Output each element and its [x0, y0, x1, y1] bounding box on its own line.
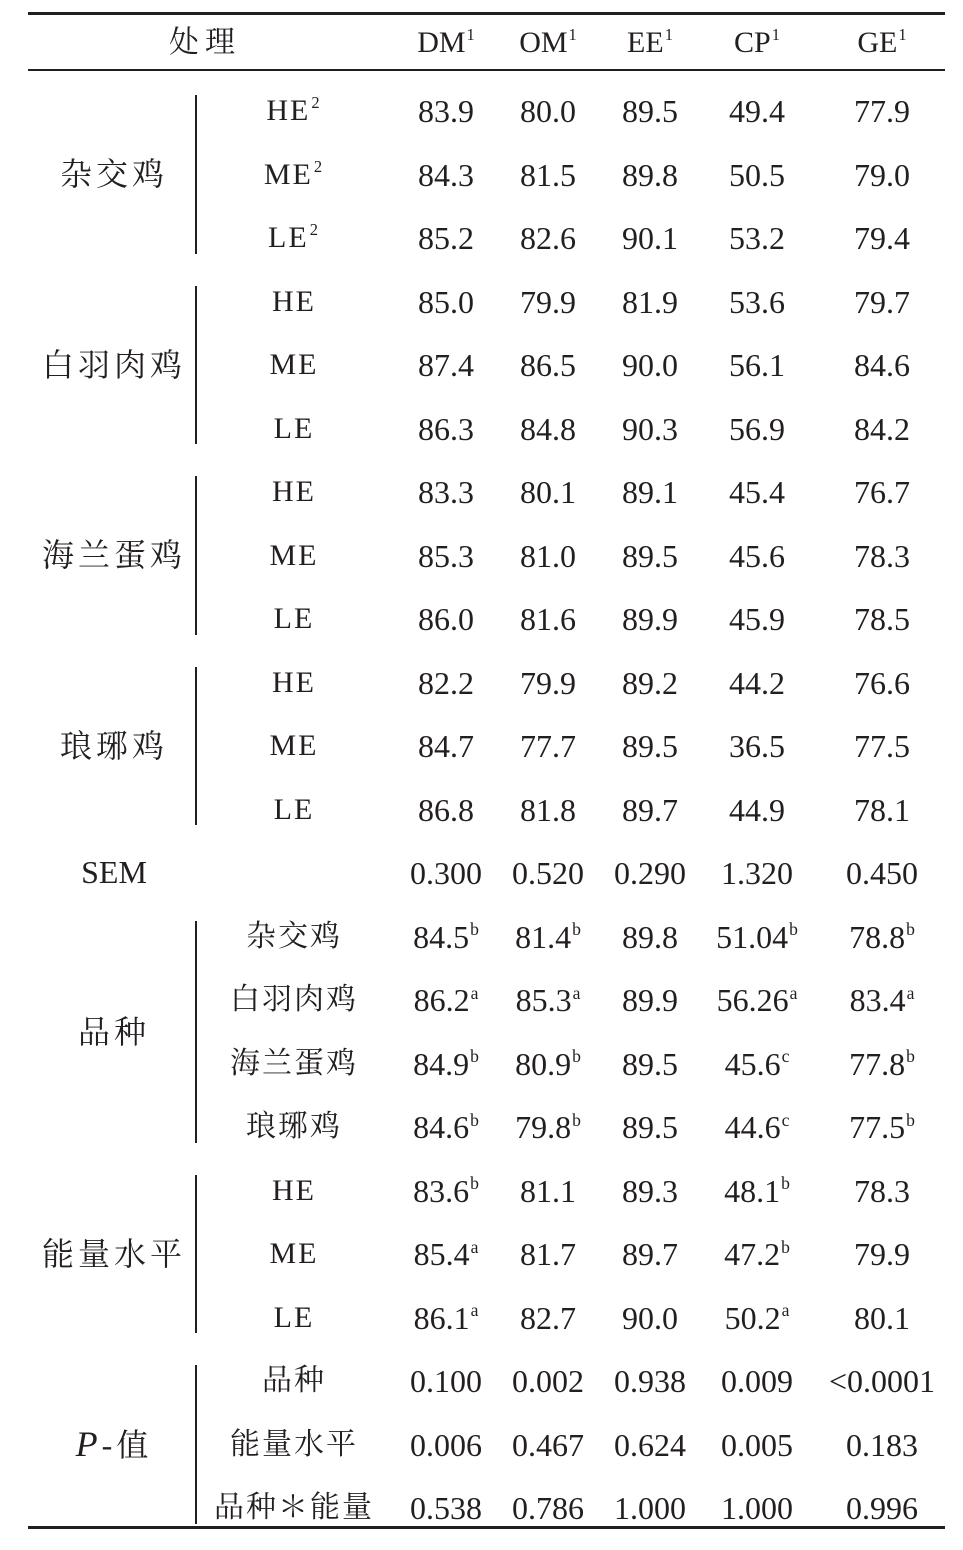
table-cell: 84.2 [854, 410, 910, 447]
table-cell: 89.8 [622, 156, 678, 193]
group-divider [195, 921, 197, 1143]
table-cell: 86.0 [418, 601, 474, 637]
sem-cell: 0.520 [512, 855, 584, 891]
table-cell: 84.8 [520, 410, 576, 447]
p-value-cell: 1.000 [614, 1490, 686, 1526]
table-cell: 79.4 [854, 220, 910, 256]
table-cell: 83.6$^b$ [413, 1172, 479, 1209]
table-cell: 87.4 [418, 347, 474, 383]
p-value-cell: 0.183 [846, 1426, 918, 1463]
group-divider [195, 476, 197, 635]
table-cell: 89.8 [622, 918, 678, 955]
table-cell: 53.6 [729, 283, 785, 320]
table-cell: 56.1 [729, 347, 785, 383]
group-label-energy-effect: 能量水平 [41, 1235, 186, 1272]
table-top-rule [28, 12, 945, 15]
table-cell: 81.1 [520, 1172, 576, 1209]
group-divider [195, 95, 197, 254]
table-cell: 81.5 [520, 156, 576, 193]
row-label: ME [269, 538, 319, 572]
table-cell: 89.1 [622, 474, 678, 510]
table-cell: 82.6 [520, 220, 576, 256]
row-label: $LE^2$ [268, 220, 320, 254]
table-cell: 81.7 [520, 1236, 576, 1272]
table-cell: 78.8$^b$ [849, 918, 915, 955]
table-cell: 79.9 [520, 664, 576, 701]
p-value-cell: 0.538 [410, 1490, 482, 1526]
table-cell: 81.8 [520, 791, 576, 828]
row-label: HE [272, 284, 316, 318]
table-cell: 83.3 [418, 474, 474, 510]
p-value-cell: 0.005 [721, 1426, 793, 1463]
group-divider [195, 1175, 197, 1334]
table-cell: 89.5 [622, 93, 678, 129]
p-value-cell: 0.467 [512, 1426, 584, 1463]
table-cell: 86.3 [418, 410, 474, 447]
table-cell: 44.2 [729, 664, 785, 701]
row-label: 白羽肉鸡 [230, 983, 358, 1016]
table-cell: 79.8$^b$ [515, 1109, 581, 1145]
table-cell: 79.7 [854, 283, 910, 320]
table-cell: 80.0 [520, 93, 576, 129]
row-label: $ME^2$ [263, 156, 325, 191]
row-label: 能量水平 [230, 1427, 358, 1461]
table-cell: 86.1$^a$ [413, 1299, 479, 1336]
table-cell: 85.2 [418, 220, 474, 256]
row-label: ME [269, 729, 319, 762]
table-cell: 89.2 [622, 664, 678, 701]
table-cell: 89.5 [622, 728, 678, 764]
sem-label: SEM [81, 854, 147, 890]
table-cell: 84.7 [418, 728, 474, 764]
row-label: 琅琊鸡 [246, 1110, 342, 1143]
p-value-cell: 0.996 [846, 1490, 918, 1526]
table-cell: 90.0 [622, 1299, 678, 1336]
table-cell: 81.4$^b$ [515, 918, 581, 955]
table-cell: 86.8 [418, 791, 474, 828]
table-cell: 79.0 [854, 156, 910, 193]
table-cell: 45.6 [729, 537, 785, 574]
p-value-cell: 0.009 [721, 1363, 793, 1399]
table-cell: 89.5 [622, 1109, 678, 1145]
row-label: 海兰蛋鸡 [230, 1046, 358, 1080]
row-label: $HE^2$ [266, 93, 322, 127]
table-cell: 45.9 [729, 601, 785, 637]
p-value-cell: 0.786 [512, 1490, 584, 1526]
table-cell: 89.5 [622, 1045, 678, 1082]
table-cell: 81.0 [520, 537, 576, 574]
sem-cell: 1.320 [721, 855, 793, 891]
table-cell: 79.9 [520, 283, 576, 320]
p-value-cell: 1.000 [721, 1490, 793, 1526]
table-header-rule [28, 69, 945, 71]
table-cell: 77.7 [520, 728, 576, 764]
table-cell: 78.3 [854, 1172, 910, 1209]
table-cell: 81.6 [520, 601, 576, 637]
table-cell: 90.1 [622, 220, 678, 256]
p-value-cell: <0.0001 [828, 1363, 936, 1399]
table-cell: 83.9 [418, 93, 474, 129]
table-cell: 80.1 [854, 1299, 910, 1336]
p-value-cell: 0.938 [614, 1363, 686, 1399]
row-label: LE [273, 792, 315, 826]
table-cell: 76.6 [854, 664, 910, 701]
table-cell: 89.7 [622, 791, 678, 828]
table-cell: 49.4 [729, 93, 785, 129]
table-cell: 85.3$^a$ [515, 982, 581, 1018]
table-cell: 78.1 [854, 791, 910, 828]
table-cell: 89.3 [622, 1172, 678, 1209]
sem-cell: 0.290 [614, 855, 686, 891]
table-cell: 85.0 [418, 283, 474, 320]
group-label-breed-effect: 品种 [77, 1013, 150, 1050]
table-cell: 84.5$^b$ [413, 918, 479, 955]
table-cell: 82.2 [418, 664, 474, 701]
group-divider [195, 667, 197, 826]
p-value-cell: 0.100 [410, 1363, 482, 1399]
row-label: ME [269, 1237, 319, 1270]
table-cell: 84.9$^b$ [413, 1045, 479, 1082]
table-cell: 36.5 [729, 728, 785, 764]
table-cell: 86.5 [520, 347, 576, 383]
table-cell: 45.4 [729, 474, 785, 510]
table-cell: 80.9$^b$ [515, 1045, 581, 1082]
table-cell: 47.2$^b$ [724, 1236, 790, 1272]
p-value-cell: 0.624 [614, 1426, 686, 1463]
row-label: HE [272, 1173, 316, 1207]
table-cell: 89.5 [622, 537, 678, 574]
table-cell: 89.9 [622, 982, 678, 1018]
table-cell: 53.2 [729, 220, 785, 256]
table-cell: 90.0 [622, 347, 678, 383]
table-cell: 84.6 [854, 347, 910, 383]
table-cell: 51.04$^b$ [716, 918, 798, 955]
group-divider [195, 286, 197, 445]
header-treatment: 处理 [169, 26, 241, 59]
row-label: 品种＊能量 [214, 1491, 374, 1524]
row-label: LE [273, 602, 315, 635]
group-divider [195, 1365, 197, 1524]
sem-cell: 0.300 [410, 855, 482, 891]
row-label: HE [272, 665, 316, 699]
header-ge: $GE^1$ [857, 25, 907, 59]
table-cell: 80.1 [520, 474, 576, 510]
row-label: 杂交鸡 [246, 919, 342, 953]
table-cell: 79.9 [854, 1236, 910, 1272]
table-cell: 85.3 [418, 537, 474, 574]
row-label: LE [273, 411, 315, 445]
header-cp: $CP^1$ [734, 25, 780, 59]
table-cell: 56.26$^a$ [716, 982, 798, 1018]
p-value-cell: 0.002 [512, 1363, 584, 1399]
header-ee: $EE^1$ [627, 25, 673, 59]
p-value-cell: 0.006 [410, 1426, 482, 1463]
table-cell: 89.9 [622, 601, 678, 637]
row-label: 品种 [262, 1364, 326, 1397]
table-cell: 78.3 [854, 537, 910, 574]
group-label-breed-0: 杂交鸡 [59, 156, 168, 192]
table-cell: 86.2$^a$ [413, 982, 479, 1018]
row-label: LE [273, 1300, 315, 1334]
table-cell: 84.3 [418, 156, 474, 193]
table-cell: 77.9 [854, 93, 910, 129]
sem-cell: 0.450 [846, 855, 918, 891]
table-cell: 81.9 [622, 283, 678, 320]
table-cell: 77.5 [854, 728, 910, 764]
table-cell: 50.2$^a$ [724, 1299, 790, 1336]
table-cell: 76.7 [854, 474, 910, 510]
table-cell: 85.4$^a$ [413, 1236, 479, 1272]
header-om: $OM^1$ [519, 25, 577, 59]
table-cell: 89.7 [622, 1236, 678, 1272]
header-dm: $DM^1$ [417, 25, 475, 59]
table-cell: 83.4$^a$ [849, 982, 915, 1018]
row-label: ME [269, 348, 319, 381]
table-cell: 77.8$^b$ [849, 1045, 915, 1082]
table-cell: 44.9 [729, 791, 785, 828]
group-label-breed-2: 海兰蛋鸡 [41, 537, 186, 573]
group-label-p-value: P-值 [75, 1424, 153, 1464]
table-cell: 56.9 [729, 410, 785, 447]
table-cell: 90.3 [622, 410, 678, 447]
table-cell: 44.6$^c$ [724, 1109, 790, 1145]
group-label-breed-1: 白羽肉鸡 [41, 346, 186, 383]
table-cell: 77.5$^b$ [849, 1109, 915, 1145]
table-cell: 45.6$^c$ [724, 1045, 790, 1082]
table-cell: 78.5 [854, 601, 910, 637]
table-cell: 50.5 [729, 156, 785, 193]
table-cell: 84.6$^b$ [413, 1109, 479, 1145]
row-label: HE [272, 475, 316, 508]
group-label-breed-3: 琅琊鸡 [59, 727, 168, 764]
table-cell: 48.1$^b$ [724, 1172, 790, 1209]
table-cell: 82.7 [520, 1299, 576, 1336]
